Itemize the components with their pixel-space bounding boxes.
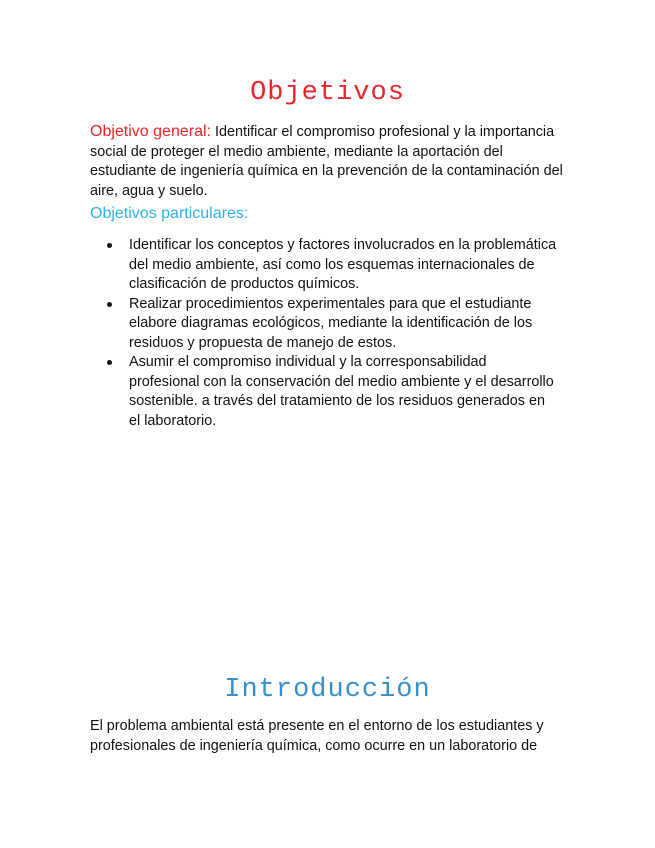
objetivo-general-label: Objetivo general: (90, 123, 211, 140)
list-item (90, 353, 560, 431)
introduccion-paragraph: El problema ambiental está presente en el entorno de los estudiantes y profesionales de ingeniería química, como ocurre en un laboratorio de (90, 718, 544, 754)
introduccion-heading: Introducción (224, 675, 431, 705)
list-item-text: Realizar procedimientos experimentales para que el estudiante elabore diagramas ecológicos, mediante la identificación de los residuos y propuesta de manejo de estos. (129, 295, 533, 351)
list-item-text: Identificar los conceptos y factores involucrados en la problemática del medio ambiente, así como los esquemas internacionales de clasificación de productos químicos. (129, 237, 557, 292)
bullet-icon (107, 243, 112, 248)
objetivos-particulares-heading: Objetivos particulares: (90, 205, 249, 222)
bullet-icon (107, 302, 112, 307)
list-item (90, 295, 560, 354)
objetivo-general-text: Identificar el compromiso profesional y la importancia social de proteger el medio ambiente, mediante la aportación del estudiante de ingeniería química en la prevención de la contaminación del aire, agua y suelo. (90, 124, 563, 199)
objetivo-general-paragraph (90, 122, 570, 201)
objetivos-heading: Objetivos (250, 78, 405, 108)
objetivos-particulares-list (90, 236, 560, 431)
list-item (90, 236, 560, 295)
list-item-text: Asumir el compromiso individual y la corresponsabilidad profesional con la conservación del medio ambiente y el desarrollo sostenible. a través del tratamiento de los residuos generados en el laboratorio. (129, 354, 554, 429)
bullet-icon (107, 360, 112, 365)
